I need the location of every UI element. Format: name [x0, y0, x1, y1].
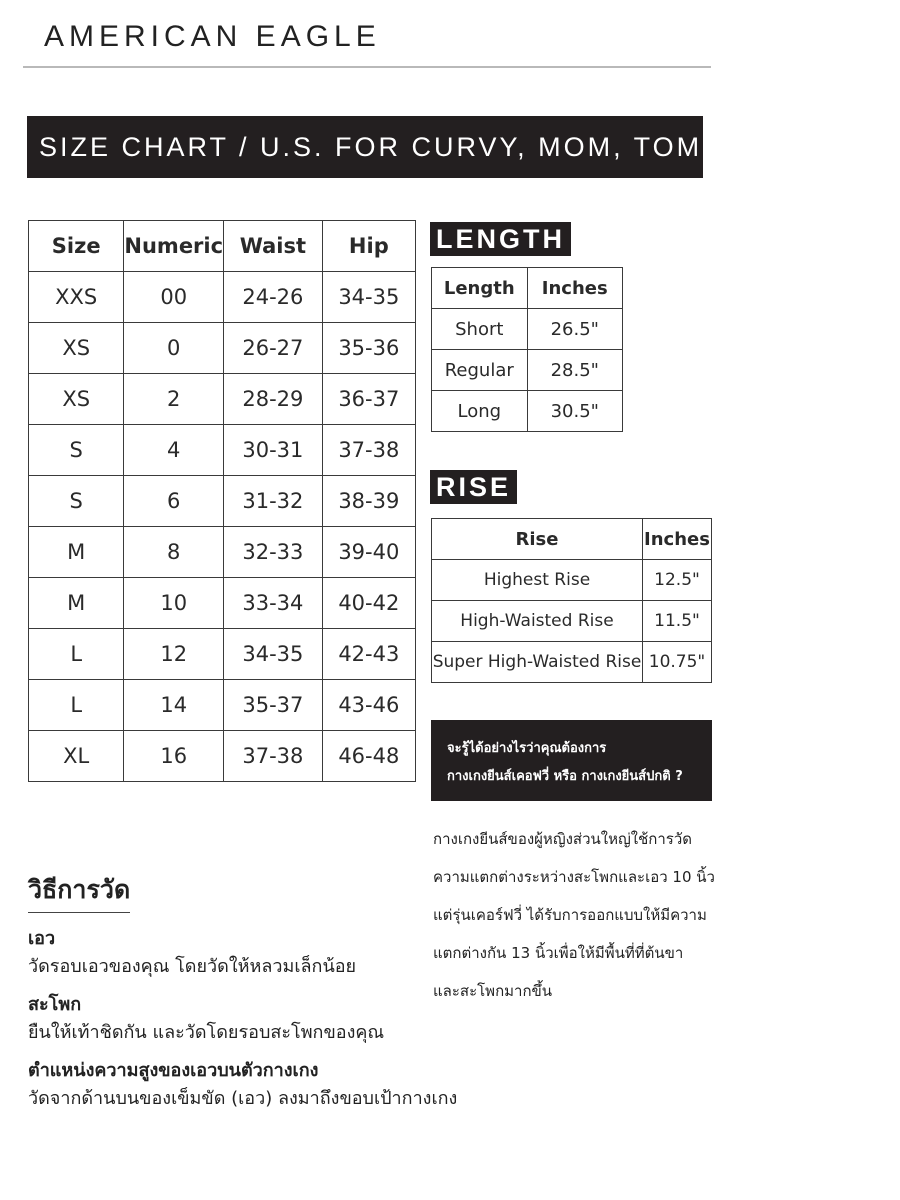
header-divider — [23, 66, 711, 68]
rise-row — [432, 642, 712, 683]
explanation-line: แต่รุ่นเคอร์ฟวี่ ได้รับการออกแบบให้มีความ — [433, 906, 707, 924]
length-cell: Regular — [432, 350, 528, 391]
size-cell: L — [29, 629, 124, 680]
size-row — [29, 425, 416, 476]
size-cell: 31-32 — [224, 476, 323, 527]
size-cell: 39-40 — [322, 527, 415, 578]
size-cell: 46-48 — [322, 731, 415, 782]
size-row — [29, 527, 416, 578]
size-cell: 10 — [124, 578, 224, 629]
hip-instructions: ยืนให้เท้าชิดกัน และวัดโดยรอบสะโพกของคุณ — [28, 1022, 385, 1043]
size-cell: 40-42 — [322, 578, 415, 629]
size-cell: 2 — [124, 374, 224, 425]
rise-heading: ตำแหน่งความสูงของเอวบนตัวกางเกง — [28, 1060, 319, 1081]
size-cell: 42-43 — [322, 629, 415, 680]
length-row — [432, 350, 623, 391]
rise-row — [432, 560, 712, 601]
explanation-line: กางเกงยีนส์ของผู้หญิงส่วนใหญ่ใช้การวัด — [433, 830, 692, 848]
size-cell: 4 — [124, 425, 224, 476]
size-cell: 33-34 — [224, 578, 323, 629]
hip-heading: สะโพก — [28, 994, 82, 1015]
explanation-line: แตกต่างกัน 13 นิ้วเพื่อให้มีพื้นที่ที่ต้นขา — [433, 944, 684, 962]
rise-cell: 10.75" — [643, 642, 712, 683]
length-table — [431, 267, 623, 432]
length-cell: Long — [432, 391, 528, 432]
size-cell: L — [29, 680, 124, 731]
size-row — [29, 272, 416, 323]
how-to-measure — [28, 870, 458, 1123]
size-cell: 37-38 — [322, 425, 415, 476]
rise-table — [431, 518, 712, 683]
size-cell: 24-26 — [224, 272, 323, 323]
size-row — [29, 374, 416, 425]
size-row — [29, 323, 416, 374]
length-cell: 28.5" — [527, 350, 622, 391]
rise-row — [432, 601, 712, 642]
size-cell: 12 — [124, 629, 224, 680]
size-cell: M — [29, 527, 124, 578]
question-line-1: จะรู้ได้อย่างไรว่าคุณต้องการ — [447, 741, 607, 756]
size-cell: 30-31 — [224, 425, 323, 476]
how-to-measure-title: วิธีการวัด — [28, 870, 130, 913]
size-cell: 26-27 — [224, 323, 323, 374]
size-cell: 16 — [124, 731, 224, 782]
curvy-explanation — [433, 820, 723, 1010]
size-cell: 14 — [124, 680, 224, 731]
size-cell: S — [29, 476, 124, 527]
length-inches-header: Inches — [527, 268, 622, 309]
size-row — [29, 731, 416, 782]
size-cell: 00 — [124, 272, 224, 323]
size-cell: 6 — [124, 476, 224, 527]
rise-instructions: วัดจากด้านบนของเข็มขัด (เอว) ลงมาถึงขอบเป้ากางเกง — [28, 1088, 458, 1109]
rise-cell: 12.5" — [643, 560, 712, 601]
size-cell: 34-35 — [224, 629, 323, 680]
numeric-header: Numeric — [124, 221, 224, 272]
length-cell: 26.5" — [527, 309, 622, 350]
size-cell: 36-37 — [322, 374, 415, 425]
length-row — [432, 309, 623, 350]
length-cell: 30.5" — [527, 391, 622, 432]
size-cell: 43-46 — [322, 680, 415, 731]
size-table — [28, 220, 416, 782]
explanation-line: ความแตกต่างระหว่างสะโพกและเอว 10 นิ้ว — [433, 868, 715, 886]
size-cell: M — [29, 578, 124, 629]
size-cell: S — [29, 425, 124, 476]
size-row — [29, 629, 416, 680]
size-cell: XS — [29, 323, 124, 374]
size-table-header — [29, 221, 416, 272]
length-table-header — [432, 268, 623, 309]
question-line-2: กางเกงยีนส์เคอฟวี่ หรือ กางเกงยีนส์ปกติ ? — [447, 769, 683, 784]
rise-inches-header: Inches — [643, 519, 712, 560]
curvy-question-box — [431, 720, 712, 801]
explanation-line: และสะโพกมากขึ้น — [433, 982, 553, 1000]
waist-header: Waist — [224, 221, 323, 272]
rise-cell: High-Waisted Rise — [432, 601, 643, 642]
hip-header: Hip — [322, 221, 415, 272]
size-cell: 38-39 — [322, 476, 415, 527]
brand-logo-text: AMERICAN EAGLE — [44, 20, 381, 53]
rise-cell: Highest Rise — [432, 560, 643, 601]
waist-instructions: วัดรอบเอวของคุณ โดยวัดให้หลวมเล็กน้อย — [28, 956, 357, 977]
size-cell: 28-29 — [224, 374, 323, 425]
size-row — [29, 476, 416, 527]
length-row — [432, 391, 623, 432]
size-cell: 0 — [124, 323, 224, 374]
length-tag: LENGTH — [430, 222, 571, 256]
size-row — [29, 680, 416, 731]
rise-cell: 11.5" — [643, 601, 712, 642]
size-cell: 32-33 — [224, 527, 323, 578]
rise-table-header — [432, 519, 712, 560]
rise-header: Rise — [432, 519, 643, 560]
rise-cell: Super High-Waisted Rise — [432, 642, 643, 683]
size-chart-banner: SIZE CHART / U.S. FOR CURVY, MOM, TOMGIRL — [27, 116, 703, 178]
length-header: Length — [432, 268, 528, 309]
length-cell: Short — [432, 309, 528, 350]
size-header: Size — [29, 221, 124, 272]
size-cell: 35-37 — [224, 680, 323, 731]
size-cell: 35-36 — [322, 323, 415, 374]
size-cell: 34-35 — [322, 272, 415, 323]
rise-tag: RISE — [430, 470, 517, 504]
size-row — [29, 578, 416, 629]
waist-heading: เอว — [28, 928, 56, 949]
size-cell: XXS — [29, 272, 124, 323]
size-cell: 37-38 — [224, 731, 323, 782]
size-cell: XL — [29, 731, 124, 782]
size-cell: XS — [29, 374, 124, 425]
size-cell: 8 — [124, 527, 224, 578]
